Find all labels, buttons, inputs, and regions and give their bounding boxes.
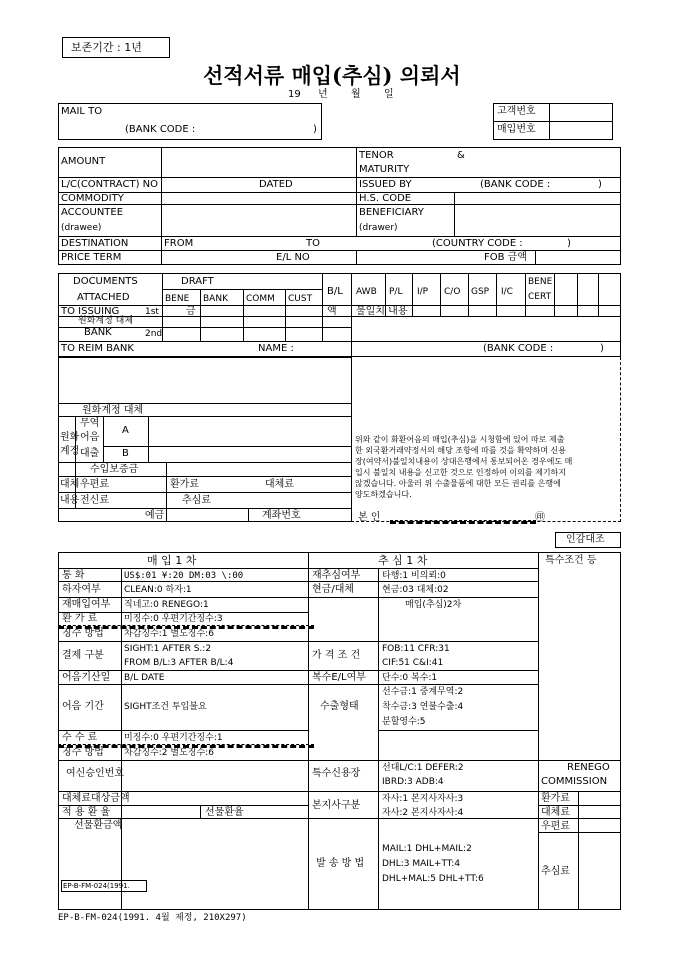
lc-label: L/C(CONTRACT) NO [61, 179, 158, 190]
fee-value: 미징수:0 우편기간징수:1 [124, 733, 223, 743]
special-lc-label: 특수신용장 [312, 768, 361, 779]
credit-approval-label: 여신승인번호 [66, 768, 124, 779]
exchange-label: 환가료 [541, 793, 570, 804]
seal-check-box [555, 532, 621, 548]
send-method-value-c: DHL+MAL:5 DHL+TT:6 [382, 874, 484, 884]
telegraph-label: 전신료 [80, 495, 109, 506]
beneficiary-label: BENEFICIARY [359, 207, 424, 218]
transfer-fee-label-2: 대체료 [541, 807, 570, 818]
el-no-label: E/L NO [276, 252, 310, 263]
exchange-fee-value: 미징수:0 우편기간징수:3 [124, 614, 223, 624]
col-pl: P/L [389, 287, 403, 297]
transfer-target-label: 대체료대상금액 [62, 793, 130, 804]
reim-bank-code-label: (BANK CODE : [483, 343, 554, 354]
renego-label: RENEGO [567, 762, 610, 773]
collection-label: 추심료 [182, 495, 211, 506]
date-year-label: 년 [318, 89, 328, 100]
repurchase-label: 재매입여부 [62, 599, 111, 610]
transfer-fee-label: 대체료 [265, 479, 294, 490]
fee-method-value: 차감징수:2 별도징수:6 [124, 748, 214, 758]
declaration-line: 양도하겠습니다. [355, 490, 412, 499]
attached-label: ATTACHED [77, 292, 130, 303]
export-type-label: 수출형태 [320, 701, 359, 712]
export-type-value-c: 분할영수:5 [382, 717, 426, 727]
cash-transfer-label: 현금/대체 [312, 584, 355, 595]
form-stamp [61, 880, 147, 892]
issued-by-label: ISSUED BY [359, 179, 412, 190]
price-term-label: PRICE TERM [61, 252, 122, 263]
trade-label: 무역 [80, 418, 100, 429]
hs-code-label: H.S. CODE [359, 193, 412, 204]
issued-bank-code-close: ) [598, 179, 602, 190]
loan-label: 대출 [80, 448, 100, 459]
account-no-label: 계좌번호 [262, 510, 301, 521]
price-condition-value-b: CIF:51 C&I:41 [382, 658, 444, 668]
bill-start-value: B/L DATE [124, 673, 165, 683]
fee-label: 수 수 료 [62, 732, 98, 743]
settlement-label: 결제 구분 [62, 650, 104, 661]
second-label: 2nd [145, 329, 163, 339]
col-awb: AWB [356, 287, 377, 297]
page-title: 선적서류 매입(추심) 의뢰서 [203, 63, 461, 88]
col-bene-cert: BENE [528, 277, 553, 287]
maturity-label: MATURITY [359, 164, 410, 175]
hs-code-field[interactable] [455, 193, 620, 203]
price-condition-label: 가 격 조 건 [312, 650, 361, 661]
col-bank: BANK [203, 294, 228, 304]
bill-label: 어음 [80, 432, 100, 443]
collect-method-label: 징수 방법 [62, 628, 104, 639]
name-label: NAME : [258, 343, 294, 354]
country-code-close: ) [567, 238, 571, 249]
col-bene: BENE [165, 294, 190, 304]
date-month-label: 월 [351, 89, 361, 100]
special-lc-value-b: IBRD:3 ADB:4 [382, 777, 444, 787]
branch-value: 자사:1 본지사자사:3 [382, 794, 464, 804]
col-ip: I/P [417, 287, 429, 297]
first-label: 1st [145, 307, 159, 317]
amount-field[interactable] [162, 148, 355, 176]
declaration-line: 위와 같이 화환어음의 매입(추심)을 시청함에 있어 따로 제출 [355, 435, 565, 444]
drawer-label: (drawer) [359, 223, 398, 233]
won-unit-label: 액 [327, 306, 337, 317]
deposit-label: 예금 [145, 510, 165, 521]
special-terms-label: 특수조건 등 [545, 555, 597, 566]
recollect-label: 재추심여부 [312, 570, 361, 581]
customer-no-field[interactable] [550, 104, 612, 120]
issued-bank-code-label: (BANK CODE : [480, 179, 551, 190]
accountee-label: ACCOUNTEE [61, 207, 124, 218]
forward-rate-label: 선물환율 [205, 807, 244, 818]
export-type-value-b: 착수금:3 연불수출:4 [382, 702, 464, 712]
declaration-box [351, 357, 621, 522]
mismatch-note: 물일치 내용 [356, 306, 408, 317]
form-number: EP-B-FM-024(1991. 4월 제정, 210X297) [58, 913, 247, 923]
commission-label: COMMISSION [541, 776, 608, 787]
date-day-label: 일 [384, 89, 394, 100]
a-label: A [122, 425, 129, 436]
transfer-label: 대체 [60, 479, 80, 490]
from-label: FROM [164, 238, 194, 249]
col-ic: I/C [501, 287, 513, 297]
amount-label: AMOUNT [61, 156, 106, 167]
collect-label: 추심료 [541, 866, 570, 877]
multi-el-label: 복수E/L여부 [312, 672, 366, 683]
branch-value-b: 자사:2 본지사자사:4 [382, 808, 464, 818]
declaration-line: 한 외국환거래약정서의 해당 조항에 따를 것을 확약하며 신용 [355, 446, 566, 455]
cash-transfer-value: 현금:03 대체:02 [382, 585, 449, 595]
bill-period-label: 어음 기간 [62, 701, 104, 712]
purchase-no-field[interactable] [550, 122, 612, 139]
retention-box [62, 37, 170, 58]
currency-value: US$:01 ¥:20 DM:03 \:00 [124, 571, 244, 581]
form-stamp-text: EP-B-FM-024(1991. [63, 882, 130, 890]
won-amount-label: 금 [186, 306, 196, 317]
to-reim-label: TO REIM BANK [61, 343, 134, 354]
handling-label: 환가료 [170, 479, 199, 490]
second-round-label: 매입(추심)2차 [405, 600, 462, 610]
currency-label: 통 화 [62, 570, 85, 581]
beneficiary-field[interactable] [455, 205, 620, 235]
bank-label: BANK [84, 327, 112, 338]
customer-no-label: 고객번호 [497, 106, 536, 117]
dated-label: DATED [259, 179, 293, 190]
col-cert: CERT [528, 292, 552, 302]
commodity-label: COMMODITY [61, 193, 124, 204]
bank-code-label: (BANK CODE : [125, 124, 196, 135]
forward-amount-label: 선물환금액 [74, 820, 123, 831]
tenor-label: TENOR [359, 150, 394, 161]
won-transfer-label: 원화계정 대체 [82, 405, 144, 416]
seal-check-label: 인감대조 [566, 534, 605, 545]
bill-period-value: SIGHT조건 투입불요 [124, 702, 207, 712]
destination-label: DESTINATION [61, 238, 129, 249]
special-lc-value: 선대L/C:1 DEFER:2 [382, 763, 464, 773]
send-method-value: MAIL:1 DHL+MAIL:2 [382, 844, 472, 854]
account-label: 계정 [60, 446, 80, 457]
tenor-amp: & [457, 150, 465, 161]
repurchase-value: 직네고:0 RENEGO:1 [124, 600, 209, 610]
accountee-field[interactable] [162, 205, 355, 235]
retention-label: 보존기간 : 1년 [71, 41, 142, 54]
collection-header: 추 심 1 차 [378, 554, 428, 567]
rate-label: 적 용 환 율 [62, 807, 111, 818]
declaration-line: 입시 불일치 내용을 신고한 것으로 인정하여 이의를 제기하지 [355, 468, 566, 477]
purchase-no-label: 매입번호 [497, 124, 536, 135]
bank-code-close: ) [313, 124, 317, 135]
fob-amount-label: FOB 금액 [484, 252, 527, 263]
declaration-line: 않겠습니다. 아울러 위 수출물품에 대한 모든 권리를 은행에 [355, 479, 561, 488]
exchange-fee-label: 환 가 료 [62, 613, 98, 624]
date-year: 19 [288, 89, 301, 100]
content-label: 내용 [60, 495, 80, 506]
purchase-header: 매 입 1 차 [147, 554, 197, 567]
export-type-value: 선수금:1 중계무역:2 [382, 687, 464, 697]
col-co: C/O [444, 287, 461, 297]
col-cust: CUST [288, 294, 313, 304]
col-bl: B/L [327, 286, 343, 297]
mail-to-label: MAIL TO [61, 106, 103, 117]
b-label: B [122, 448, 129, 459]
send-method-label: 발 송 방 법 [316, 858, 365, 869]
seal-icon: ㊞ [535, 512, 545, 523]
bill-start-label: 어음기산일 [62, 672, 111, 683]
principal-label: 본 인 [358, 512, 381, 523]
collect-method-value: 차감징수:1 별도징수:6 [124, 629, 214, 639]
branch-label: 본지사구분 [312, 800, 361, 811]
multi-el-value: 단수:0 복수:1 [382, 673, 438, 683]
documents-label: DOCUMENTS [73, 276, 138, 287]
country-code-label: (COUNTRY CODE : [432, 238, 523, 249]
defect-value: CLEAN:0 하자:1 [124, 585, 192, 595]
export-deposit-label: 수입보증금 [90, 464, 139, 475]
settlement-value: SIGHT:1 AFTER S.:2 [124, 644, 212, 654]
send-method-value-b: DHL:3 MAIL+TT:4 [382, 859, 461, 869]
fee-method-label: 징수 방법 [62, 747, 104, 758]
settlement-value-b: FROM B/L:3 AFTER B/L:4 [124, 658, 234, 668]
col-comm: COMM [246, 294, 275, 304]
col-gsp: GSP [471, 287, 490, 297]
drawee-label: (drawee) [61, 223, 102, 233]
won-account-overlay: 원화계정 대체 [78, 316, 134, 326]
reim-bank-code-close: ) [600, 343, 604, 354]
to-issuing-label: TO ISSUING [61, 306, 120, 317]
price-condition-value: FOB:11 CFR:31 [382, 644, 450, 654]
postage-label: 우편료 [541, 821, 570, 832]
draft-label: DRAFT [181, 276, 214, 287]
postal-label: 우편료 [80, 479, 109, 490]
won-label: 원화 [60, 432, 80, 443]
declaration-line: 장(여약서)불일치내용이 상대은행에서 통보되어온 경우에도 매 [355, 457, 573, 466]
to-label: TO [306, 238, 320, 249]
defect-label: 하자여부 [62, 584, 101, 595]
recollect-value: 타행:1 비의뢰:0 [382, 571, 446, 581]
